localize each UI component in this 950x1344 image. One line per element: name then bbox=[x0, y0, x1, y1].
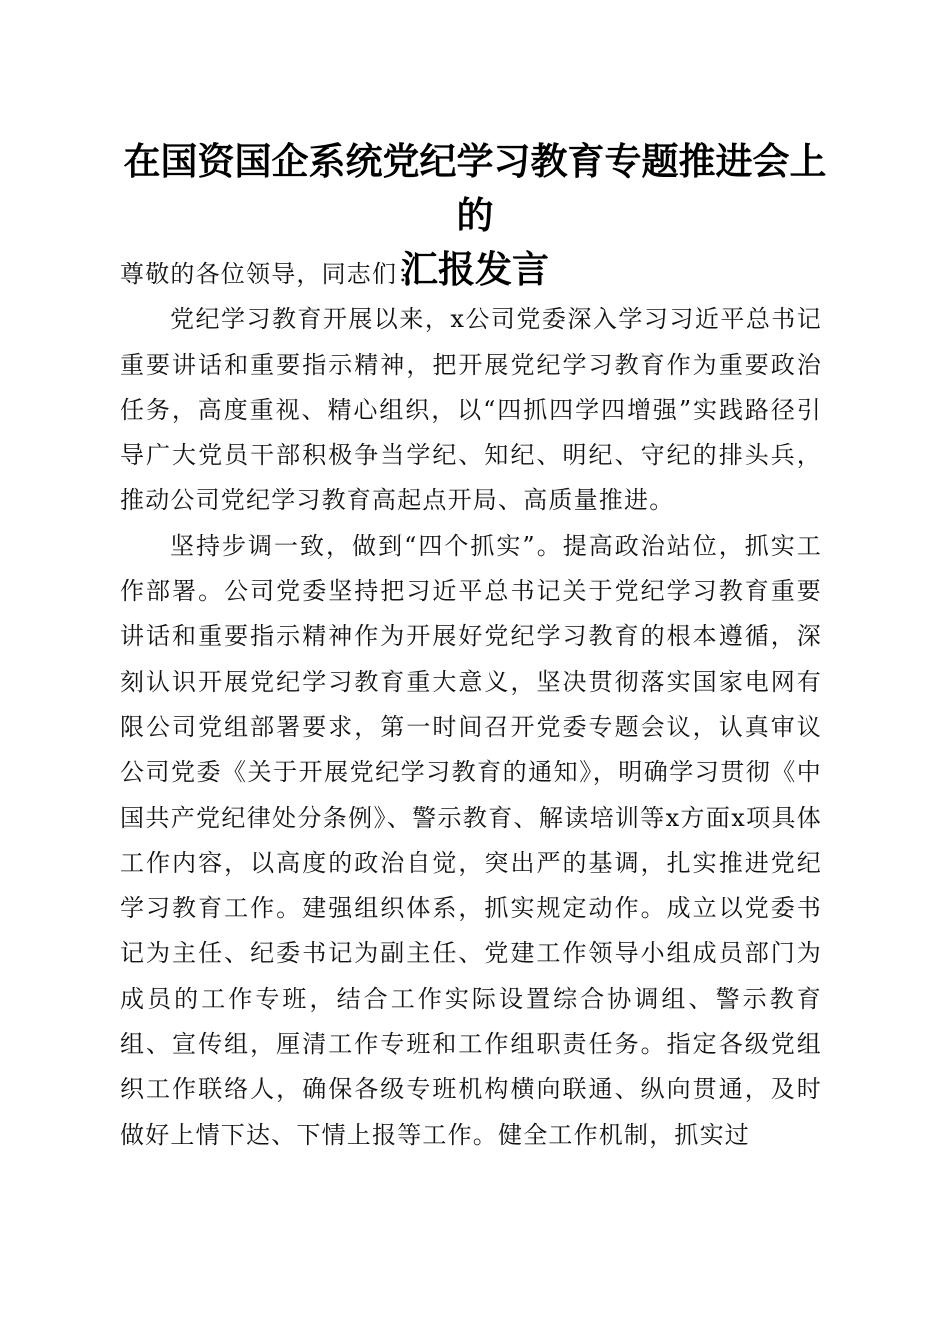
salutation: 尊敬的各位领导，同志们： bbox=[120, 260, 423, 288]
paragraph-four-solid: 坚持步调一致，做到“四个抓实”。提高政治站位，抓实工作部署。公司党委坚持把习近平总书记关于党纪学习教育重要讲话和重要指示精神作为开展好党纪学习教育的根本遵循，深刻认识开展党纪学习教育重大意义，坚决贯彻落实国家电网有限公司党组部署要求，第一时间召开党委专题会议，认真审议公司党委《关于开展党纪学习教育的通知》，明确学习贯彻《中国共产党纪律处分条例》、警示教育、解读培训等x方面x项具体工作内容，以高度的政治自觉，突出严的基调，扎实推进党纪学习教育工作。建强组织体系，抓实规定动作。成立以党委书记为主任、纪委书记为副主任、党建工作领导小组成员部门为成员的工作专班，结合工作实际设置综合协调组、警示教育组、宣传组，厘清工作专班和工作组职责任务。指定各级党组织工作联络人，确保各级专班机构横向联通、纵向贯通，及时做好上情下达、下情上报等工作。健全工作机制，抓实过 bbox=[120, 531, 822, 1149]
paragraph-intro: 党纪学习教育开展以来，x公司党委深入学习习近平总书记重要讲话和重要指示精神，把开展党纪学习教育作为重要政治任务，高度重视、精心组织，以“四抓四学四增强”实践路径引导广大党员干部积极争当学纪、知纪、明纪、守纪的排头兵，推动公司党纪学习教育高起点开局、高质量推进。 bbox=[120, 305, 822, 515]
title-line-2: 汇报发言 bbox=[401, 247, 549, 291]
title-line-1: 在国资国企系统党纪学习教育专题推进会上的 bbox=[123, 139, 827, 237]
document-body bbox=[120, 252, 822, 1158]
